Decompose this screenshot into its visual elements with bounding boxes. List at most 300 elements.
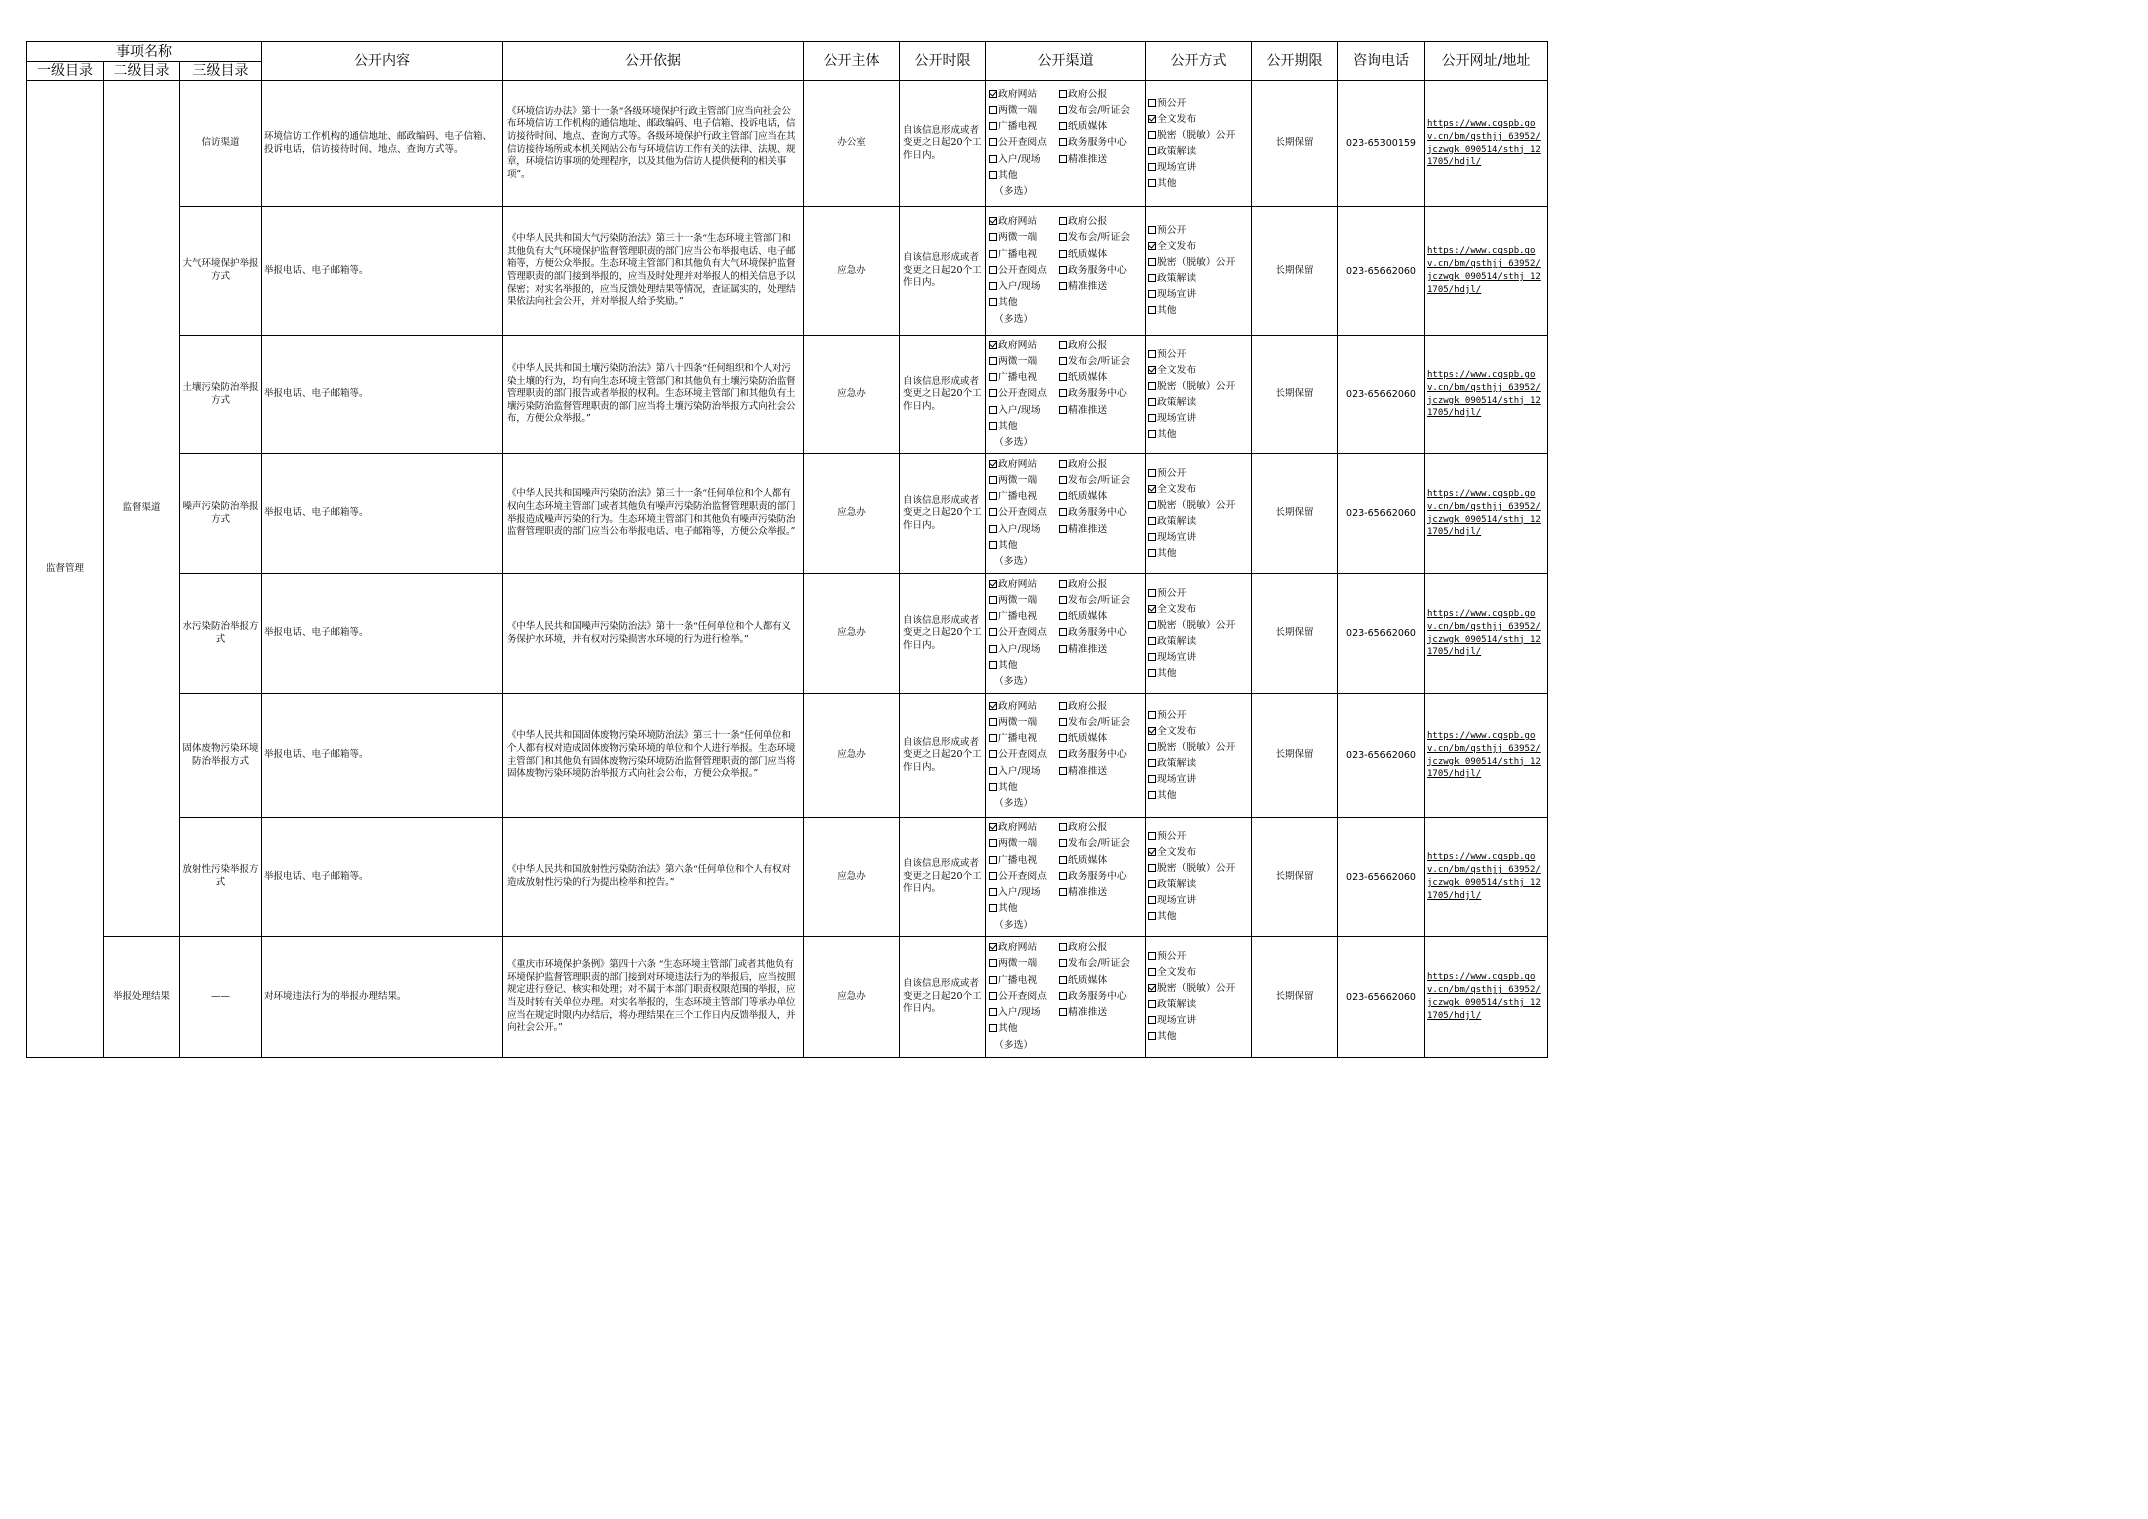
checkbox-icon[interactable] [989, 767, 997, 775]
checkbox-icon[interactable] [1148, 414, 1156, 422]
method-other: 其他 [1157, 789, 1177, 801]
channel-press: 发布会/听证会 [1068, 474, 1131, 486]
channel-cell [986, 81, 1146, 207]
checkbox-checked-icon[interactable] [1148, 727, 1156, 735]
checkbox-icon[interactable] [989, 750, 997, 758]
subject-cell: 应急办 [804, 336, 900, 454]
checkbox-icon[interactable] [989, 959, 997, 967]
time-limit-cell: 自该信息形成或者变更之日起20个工作日内。 [900, 937, 986, 1058]
method-interpret: 政策解读 [1157, 635, 1197, 647]
subject-cell: 应急办 [804, 694, 900, 818]
method-other: 其他 [1157, 305, 1177, 316]
method-full: 全文发布 [1157, 113, 1197, 125]
checkbox-icon[interactable] [989, 1008, 997, 1016]
channel-precise-push: 精准推送 [1068, 404, 1108, 416]
content-cell: 环境信访工作机构的通信地址、邮政编码、电子信箱、投诉电话，信访接待时间、地点、查询方式等。 [262, 81, 503, 207]
channel-other: 其他 [998, 659, 1018, 671]
channel-press: 发布会/听证会 [1068, 232, 1131, 244]
basis-cell: 《环境信访办法》第十一条“各级环境保护行政主管部门应当向社会公布环境信访工作机构的通信地址、邮政编码、电子信箱、投诉电话，信访接待时间、地点、查询方式等。各级环境保护行政主管部门应当在其信访接待场所或本机关网站公布与环境信访工作有关的法律、法规、规章，环境信访事项的处理程序，以及其他为信访人提供便利的相关事项”。 [503, 81, 804, 207]
channel-gov-site: 政府网站 [998, 700, 1038, 712]
checkbox-icon[interactable] [1059, 250, 1067, 258]
phone-cell: 023-65662060 [1338, 574, 1425, 694]
checkbox-checked-icon[interactable] [989, 460, 997, 468]
checkbox-icon[interactable] [1059, 839, 1067, 847]
checkbox-icon[interactable] [989, 282, 997, 290]
channel-household: 入户/现场 [998, 765, 1041, 777]
channel-paper: 纸质媒体 [1068, 372, 1108, 384]
checkbox-icon[interactable] [1059, 612, 1067, 620]
subject-cell: 应急办 [804, 574, 900, 694]
checkbox-icon[interactable] [989, 612, 997, 620]
channel-other: 其他 [998, 539, 1018, 551]
checkbox-icon[interactable] [1059, 460, 1067, 468]
checkbox-icon[interactable] [1148, 517, 1156, 525]
checkbox-icon[interactable] [989, 422, 997, 430]
checkbox-icon[interactable] [1148, 398, 1156, 406]
checkbox-icon[interactable] [1148, 501, 1156, 509]
method-cell [1146, 336, 1252, 454]
method-interpret: 政策解读 [1157, 396, 1197, 408]
checkbox-icon[interactable] [1148, 880, 1156, 888]
channel-gov-site: 政府网站 [998, 458, 1038, 470]
checkbox-icon[interactable] [1148, 775, 1156, 783]
channel-other: 其他 [998, 1023, 1018, 1035]
method-desensitized: 脱密（脱敏）公开 [1157, 257, 1236, 268]
checkbox-icon[interactable] [989, 872, 997, 880]
method-desensitized: 脱密（脱敏）公开 [1157, 619, 1236, 631]
checkbox-icon[interactable] [1148, 912, 1156, 920]
level3-cell: 水污染防治举报方式 [180, 574, 262, 694]
level2-cell: 举报处理结果 [104, 937, 180, 1058]
phone-cell: 023-65662060 [1338, 454, 1425, 574]
checkbox-icon[interactable] [1059, 282, 1067, 290]
channel-gov-gazette: 政府公报 [1068, 216, 1108, 228]
checkbox-icon[interactable] [989, 718, 997, 726]
checkbox-icon[interactable] [1059, 217, 1067, 225]
channel-gov-gazette: 政府公报 [1068, 700, 1108, 712]
checkbox-icon[interactable] [989, 628, 997, 636]
checkbox-icon[interactable] [1148, 179, 1156, 187]
checkbox-icon[interactable] [1059, 702, 1067, 710]
header-subject: 公开主体 [804, 42, 900, 81]
checkbox-icon[interactable] [1148, 290, 1156, 298]
checkbox-icon[interactable] [1059, 734, 1067, 742]
checkbox-icon[interactable] [1059, 645, 1067, 653]
checkbox-icon[interactable] [1148, 743, 1156, 751]
checkbox-icon[interactable] [1148, 99, 1156, 107]
checkbox-icon[interactable] [1148, 952, 1156, 960]
channel-press: 发布会/听证会 [1068, 958, 1131, 970]
method-pre: 预公开 [1157, 97, 1187, 109]
checkbox-icon[interactable] [989, 250, 997, 258]
channel-lookup: 公开查阅点 [998, 990, 1047, 1002]
channel-cell [986, 937, 1146, 1058]
checkbox-icon[interactable] [1148, 621, 1156, 629]
channel-paper: 纸质媒体 [1068, 248, 1108, 260]
url-link[interactable]: https://www.cqspb.gov.cn/bm/qsthjj_63952/jczwgk_090514/sthj_121705/hdjl/ [1425, 818, 1548, 937]
checkbox-icon[interactable] [1148, 759, 1156, 767]
channel-gov-site: 政府网站 [998, 339, 1038, 351]
channel-two-one: 两微一端 [998, 104, 1038, 116]
subject-cell: 办公室 [804, 81, 900, 207]
checkbox-icon[interactable] [989, 298, 997, 306]
checkbox-icon[interactable] [989, 266, 997, 274]
checkbox-icon[interactable] [1148, 350, 1156, 358]
checkbox-checked-icon[interactable] [1148, 984, 1156, 992]
checkbox-icon[interactable] [1059, 823, 1067, 831]
level1-cell: 监督管理 [27, 81, 104, 1058]
checkbox-icon[interactable] [1148, 147, 1156, 155]
method-full: 全文发布 [1157, 847, 1197, 858]
checkbox-icon[interactable] [1148, 1032, 1156, 1040]
checkbox-icon[interactable] [1148, 258, 1156, 266]
method-other: 其他 [1157, 911, 1177, 922]
checkbox-icon[interactable] [1148, 791, 1156, 799]
channel-two-one: 两微一端 [998, 232, 1038, 244]
checkbox-icon[interactable] [989, 492, 997, 500]
checkbox-icon[interactable] [1059, 266, 1067, 274]
checkbox-icon[interactable] [1148, 864, 1156, 872]
channel-precise-push: 精准推送 [1068, 523, 1108, 535]
channel-other: 其他 [998, 903, 1018, 915]
method-desensitized: 脱密（脱敏）公开 [1157, 380, 1236, 392]
method-other: 其他 [1157, 428, 1177, 440]
channel-service-center: 政务服务中心 [1068, 990, 1127, 1002]
url-link[interactable]: https://www.cqspb.gov.cn/bm/qsthjj_63952/jczwgk_090514/sthj_121705/hdjl/ [1425, 574, 1548, 694]
method-desensitized: 脱密（脱敏）公开 [1157, 983, 1236, 994]
method-desensitized: 脱密（脱敏）公开 [1157, 499, 1236, 511]
channel-service-center: 政务服务中心 [1068, 507, 1127, 519]
channel-gov-site: 政府网站 [998, 88, 1038, 100]
channel-broadcast: 广播电视 [998, 248, 1038, 260]
period-cell: 长期保留 [1252, 574, 1338, 694]
header-url: 公开网址/地址 [1425, 42, 1548, 81]
checkbox-icon[interactable] [989, 357, 997, 365]
method-pre: 预公开 [1157, 587, 1187, 599]
method-cell [1146, 937, 1252, 1058]
method-pre: 预公开 [1157, 831, 1187, 842]
method-onsite: 现场宣讲 [1157, 773, 1197, 785]
channel-cell [986, 574, 1146, 694]
channel-cell [986, 454, 1146, 574]
channel-gov-gazette: 政府公报 [1068, 578, 1108, 590]
checkbox-icon[interactable] [1148, 226, 1156, 234]
multi-select-note: （多选） [994, 676, 1034, 687]
method-interpret: 政策解读 [1157, 757, 1197, 769]
checkbox-icon[interactable] [989, 373, 997, 381]
method-full: 全文发布 [1157, 364, 1197, 376]
period-cell: 长期保留 [1252, 336, 1338, 454]
checkbox-icon[interactable] [1059, 90, 1067, 98]
channel-service-center: 政务服务中心 [1068, 627, 1127, 639]
header-level2: 二级目录 [104, 62, 180, 81]
checkbox-icon[interactable] [989, 525, 997, 533]
period-cell: 长期保留 [1252, 454, 1338, 574]
checkbox-icon[interactable] [989, 783, 997, 791]
checkbox-icon[interactable] [1059, 492, 1067, 500]
checkbox-icon[interactable] [1059, 959, 1067, 967]
method-other: 其他 [1157, 547, 1177, 559]
channel-lookup: 公开查阅点 [998, 870, 1047, 882]
checkbox-icon[interactable] [989, 476, 997, 484]
checkbox-icon[interactable] [1148, 382, 1156, 390]
checkbox-icon[interactable] [1059, 508, 1067, 516]
header-period: 公开期限 [1252, 42, 1338, 81]
period-cell: 长期保留 [1252, 937, 1338, 1058]
method-desensitized: 脱密（脱敏）公开 [1157, 863, 1236, 874]
checkbox-icon[interactable] [989, 106, 997, 114]
checkbox-icon[interactable] [1059, 976, 1067, 984]
channel-service-center: 政务服务中心 [1068, 264, 1127, 276]
method-onsite: 现场宣讲 [1157, 895, 1197, 906]
checkbox-icon[interactable] [989, 839, 997, 847]
url-link[interactable]: https://www.cqspb.gov.cn/bm/qsthjj_63952/jczwgk_090514/sthj_121705/hdjl/ [1425, 937, 1548, 1058]
method-cell [1146, 574, 1252, 694]
method-desensitized: 脱密（脱敏）公开 [1157, 741, 1236, 753]
time-limit-cell: 自该信息形成或者变更之日起20个工作日内。 [900, 336, 986, 454]
header-channel: 公开渠道 [986, 42, 1146, 81]
checkbox-icon[interactable] [1059, 750, 1067, 758]
checkbox-icon[interactable] [989, 888, 997, 896]
method-interpret: 政策解读 [1157, 145, 1197, 157]
method-other: 其他 [1157, 177, 1177, 189]
method-other: 其他 [1157, 1031, 1177, 1042]
url-link[interactable]: https://www.cqspb.gov.cn/bm/qsthjj_63952/jczwgk_090514/sthj_121705/hdjl/ [1425, 207, 1548, 336]
disclosure-table [26, 41, 1548, 1058]
header-level3: 三级目录 [180, 62, 262, 81]
checkbox-icon[interactable] [989, 1024, 997, 1032]
method-onsite: 现场宣讲 [1157, 1015, 1197, 1026]
method-cell [1146, 818, 1252, 937]
checkbox-checked-icon[interactable] [1148, 366, 1156, 374]
checkbox-checked-icon[interactable] [1148, 242, 1156, 250]
checkbox-icon[interactable] [1059, 389, 1067, 397]
channel-broadcast: 广播电视 [998, 733, 1038, 745]
checkbox-icon[interactable] [989, 389, 997, 397]
channel-two-one: 两微一端 [998, 716, 1038, 728]
checkbox-icon[interactable] [1148, 274, 1156, 282]
channel-precise-push: 精准推送 [1068, 281, 1108, 293]
table-row [27, 574, 1548, 694]
phone-cell: 023-65662060 [1338, 207, 1425, 336]
method-full: 全文发布 [1157, 483, 1197, 495]
method-onsite: 现场宣讲 [1157, 651, 1197, 663]
checkbox-checked-icon[interactable] [989, 702, 997, 710]
channel-broadcast: 广播电视 [998, 121, 1038, 133]
checkbox-icon[interactable] [1148, 469, 1156, 477]
checkbox-icon[interactable] [1148, 968, 1156, 976]
channel-other: 其他 [998, 169, 1018, 181]
checkbox-icon[interactable] [989, 171, 997, 179]
checkbox-icon[interactable] [1148, 653, 1156, 661]
checkbox-icon[interactable] [1059, 718, 1067, 726]
checkbox-icon[interactable] [1059, 580, 1067, 588]
checkbox-icon[interactable] [1148, 669, 1156, 677]
channel-gov-gazette: 政府公报 [1068, 458, 1108, 470]
checkbox-icon[interactable] [1059, 357, 1067, 365]
period-cell: 长期保留 [1252, 818, 1338, 937]
checkbox-icon[interactable] [989, 856, 997, 864]
method-other: 其他 [1157, 667, 1177, 679]
checkbox-icon[interactable] [1059, 476, 1067, 484]
checkbox-icon[interactable] [1148, 533, 1156, 541]
header-time-limit: 公开时限 [900, 42, 986, 81]
basis-cell: 《中华人民共和国噪声污染防治法》第三十一条“任何单位和个人都有权向生态环境主管部门或者其他负有噪声污染防治监督管理职责的部门举报造成噪声污染的行为。生态环境主管部门和其他负有噪声污染防治监督管理职责的部门应当公布举报电话、电子邮箱等，方便公众举报。” [503, 454, 804, 574]
url-link[interactable]: https://www.cqspb.gov.cn/bm/qsthjj_63952/jczwgk_090514/sthj_121705/hdjl/ [1425, 454, 1548, 574]
checkbox-icon[interactable] [989, 904, 997, 912]
basis-cell: 《重庆市环境保护条例》第四十六条 “生态环境主管部门或者其他负有环境保护监督管理职责的部门接到对环境违法行为的举报后，应当按照规定进行登记、核实和处理；对不属于本部门职责权限范围的举报，应当及时转有关单位办理。对实名举报的，生态环境主管部门等承办单位应当在规定时限内办结后，将办理结果在三个工作日内反馈举报人，并向社会公开。” [503, 937, 804, 1058]
checkbox-icon[interactable] [1148, 430, 1156, 438]
checkbox-icon[interactable] [989, 992, 997, 1000]
channel-paper: 纸质媒体 [1068, 491, 1108, 503]
checkbox-icon[interactable] [989, 645, 997, 653]
checkbox-icon[interactable] [1059, 406, 1067, 414]
checkbox-icon[interactable] [989, 541, 997, 549]
checkbox-icon[interactable] [1148, 306, 1156, 314]
checkbox-icon[interactable] [1148, 163, 1156, 171]
checkbox-icon[interactable] [1148, 589, 1156, 597]
checkbox-icon[interactable] [1148, 131, 1156, 139]
method-interpret: 政策解读 [1157, 515, 1197, 527]
checkbox-icon[interactable] [1059, 856, 1067, 864]
channel-two-one: 两微一端 [998, 594, 1038, 606]
method-pre: 预公开 [1157, 467, 1187, 479]
checkbox-icon[interactable] [1059, 233, 1067, 241]
checkbox-icon[interactable] [1059, 888, 1067, 896]
method-interpret: 政策解读 [1157, 999, 1197, 1010]
checkbox-icon[interactable] [1059, 525, 1067, 533]
checkbox-checked-icon[interactable] [989, 580, 997, 588]
level3-cell: 信访渠道 [180, 81, 262, 207]
checkbox-icon[interactable] [1059, 1008, 1067, 1016]
level3-cell: —— [180, 937, 262, 1058]
checkbox-icon[interactable] [989, 734, 997, 742]
checkbox-icon[interactable] [1059, 373, 1067, 381]
basis-cell: 《中华人民共和国大气污染防治法》第三十一条“生态环境主管部门和其他负有大气环境保护监督管理职责的部门应当公布举报电话、电子邮箱等，方便公众举报。生态环境主管部门和其他负有大气环境保护监督管理职责的部门接到举报的，应当及时处理并对举报人的相关信息予以保密；对实名举报的，应当反馈处理结果等情况，查证属实的，处理结果依法向社会公开，并对举报人给予奖励。” [503, 207, 804, 336]
period-cell: 长期保留 [1252, 694, 1338, 818]
table-row [27, 937, 1548, 1058]
content-cell: 举报电话、电子邮箱等。 [262, 694, 503, 818]
phone-cell: 023-65662060 [1338, 937, 1425, 1058]
checkbox-icon[interactable] [989, 155, 997, 163]
url-link[interactable]: https://www.cqspb.gov.cn/bm/qsthjj_63952/jczwgk_090514/sthj_121705/hdjl/ [1425, 81, 1548, 207]
table-row [27, 81, 1548, 207]
channel-gov-site: 政府网站 [998, 942, 1038, 954]
method-interpret: 政策解读 [1157, 879, 1197, 890]
checkbox-icon[interactable] [1059, 628, 1067, 636]
channel-gov-gazette: 政府公报 [1068, 339, 1108, 351]
checkbox-icon[interactable] [1148, 896, 1156, 904]
channel-paper: 纸质媒体 [1068, 854, 1108, 866]
channel-two-one: 两微一端 [998, 355, 1038, 367]
checkbox-icon[interactable] [1148, 832, 1156, 840]
level3-cell: 放射性污染举报方式 [180, 818, 262, 937]
checkbox-icon[interactable] [1059, 106, 1067, 114]
channel-precise-push: 精准推送 [1068, 643, 1108, 655]
checkbox-icon[interactable] [1059, 767, 1067, 775]
checkbox-checked-icon[interactable] [989, 943, 997, 951]
checkbox-icon[interactable] [989, 661, 997, 669]
period-cell: 长期保留 [1252, 81, 1338, 207]
phone-cell: 023-65662060 [1338, 818, 1425, 937]
channel-household: 入户/现场 [998, 281, 1041, 293]
channel-lookup: 公开查阅点 [998, 507, 1047, 519]
method-full: 全文发布 [1157, 603, 1197, 615]
checkbox-icon[interactable] [1059, 992, 1067, 1000]
checkbox-icon[interactable] [1148, 637, 1156, 645]
checkbox-icon[interactable] [1059, 341, 1067, 349]
time-limit-cell: 自该信息形成或者变更之日起20个工作日内。 [900, 818, 986, 937]
checkbox-icon[interactable] [1148, 1000, 1156, 1008]
url-link[interactable]: https://www.cqspb.gov.cn/bm/qsthjj_63952/jczwgk_090514/sthj_121705/hdjl/ [1425, 694, 1548, 818]
checkbox-checked-icon[interactable] [1148, 848, 1156, 856]
time-limit-cell: 自该信息形成或者变更之日起20个工作日内。 [900, 81, 986, 207]
time-limit-cell: 自该信息形成或者变更之日起20个工作日内。 [900, 694, 986, 818]
checkbox-checked-icon[interactable] [989, 90, 997, 98]
channel-broadcast: 广播电视 [998, 611, 1038, 623]
channel-service-center: 政务服务中心 [1068, 388, 1127, 400]
method-cell [1146, 81, 1252, 207]
checkbox-checked-icon[interactable] [1148, 605, 1156, 613]
method-pre: 预公开 [1157, 225, 1187, 236]
channel-press: 发布会/听证会 [1068, 355, 1131, 367]
checkbox-icon[interactable] [989, 138, 997, 146]
channel-precise-push: 精准推送 [1068, 1007, 1108, 1019]
checkbox-icon[interactable] [989, 596, 997, 604]
method-full: 全文发布 [1157, 241, 1197, 252]
checkbox-checked-icon[interactable] [989, 217, 997, 225]
multi-select-note: （多选） [994, 1039, 1034, 1051]
multi-select-note: （多选） [994, 919, 1034, 931]
method-onsite: 现场宣讲 [1157, 412, 1197, 424]
checkbox-icon[interactable] [1059, 138, 1067, 146]
subject-cell: 应急办 [804, 454, 900, 574]
checkbox-icon[interactable] [989, 976, 997, 984]
checkbox-checked-icon[interactable] [989, 341, 997, 349]
checkbox-icon[interactable] [1059, 596, 1067, 604]
channel-other: 其他 [998, 781, 1018, 793]
header-phone: 咨询电话 [1338, 42, 1425, 81]
multi-select-note: （多选） [994, 437, 1034, 448]
subject-cell: 应急办 [804, 818, 900, 937]
checkbox-icon[interactable] [1148, 549, 1156, 557]
checkbox-checked-icon[interactable] [989, 823, 997, 831]
channel-service-center: 政务服务中心 [1068, 749, 1127, 761]
checkbox-checked-icon[interactable] [1148, 485, 1156, 493]
checkbox-icon[interactable] [1059, 872, 1067, 880]
checkbox-icon[interactable] [1148, 1016, 1156, 1024]
channel-broadcast: 广播电视 [998, 491, 1038, 503]
checkbox-icon[interactable] [989, 122, 997, 130]
multi-select-note: （多选） [994, 186, 1034, 197]
channel-other: 其他 [998, 420, 1018, 432]
subject-cell: 应急办 [804, 207, 900, 336]
channel-household: 入户/现场 [998, 404, 1041, 416]
checkbox-icon[interactable] [989, 233, 997, 241]
checkbox-icon[interactable] [1059, 155, 1067, 163]
checkbox-icon[interactable] [989, 406, 997, 414]
multi-select-note: （多选） [994, 798, 1034, 809]
method-cell [1146, 207, 1252, 336]
channel-press: 发布会/听证会 [1068, 838, 1131, 850]
checkbox-icon[interactable] [1059, 122, 1067, 130]
checkbox-checked-icon[interactable] [1148, 115, 1156, 123]
channel-broadcast: 广播电视 [998, 372, 1038, 384]
url-link[interactable]: https://www.cqspb.gov.cn/bm/qsthjj_63952/jczwgk_090514/sthj_121705/hdjl/ [1425, 336, 1548, 454]
checkbox-icon[interactable] [1148, 711, 1156, 719]
checkbox-icon[interactable] [989, 508, 997, 516]
checkbox-icon[interactable] [1059, 943, 1067, 951]
